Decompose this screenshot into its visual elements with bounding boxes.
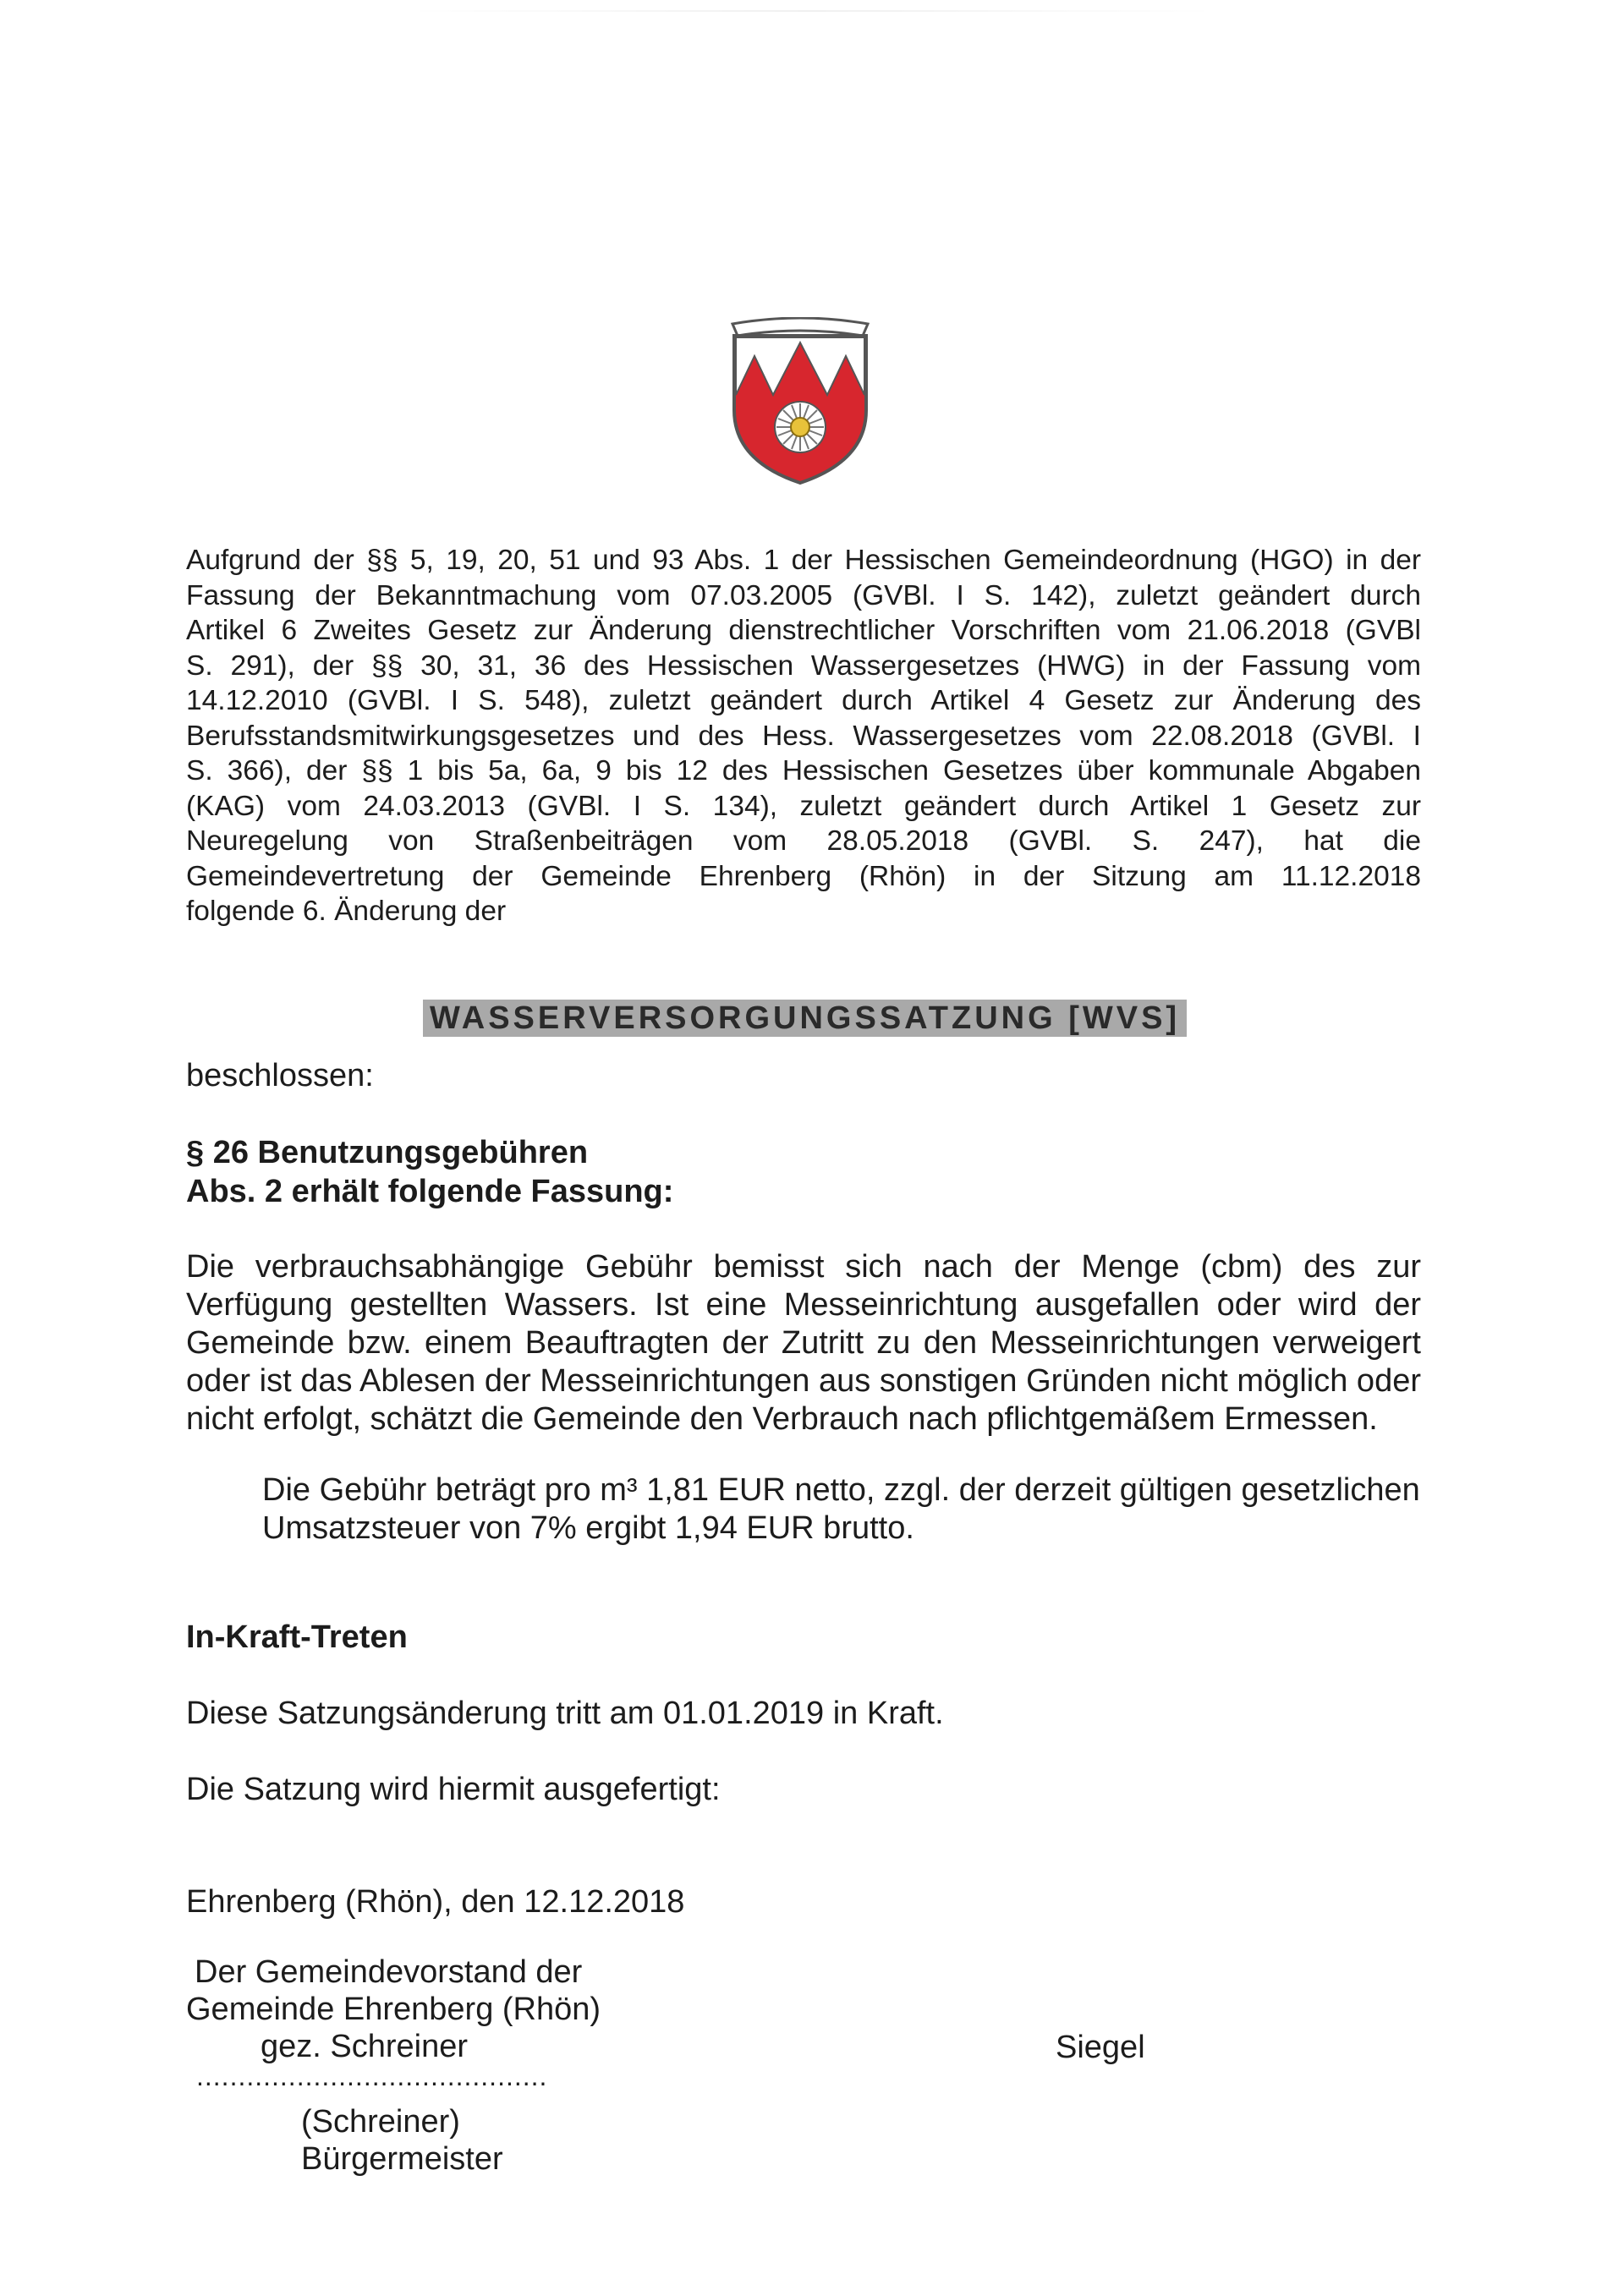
preamble-line: Aufgrund der §§ 5, 19, 20, 51 und 93 Abs. 1 der Hessischen Gemeindeordnung (HGO) in der bbox=[186, 545, 1421, 576]
coat-of-arms-icon bbox=[727, 317, 873, 486]
board-line: Der Gemeindevorstand der bbox=[195, 1954, 583, 1990]
section-subheading: Abs. 2 erhält folgende Fassung: bbox=[186, 1174, 674, 1209]
document-title: WASSERVERSORGUNGSSATZUNG [WVS] bbox=[423, 1000, 1187, 1037]
section-paragraph: Die verbrauchsabhängige Gebühr bemisst sich nach der Menge (cbm) des zur Verfügung gestellten Wassers. Ist eine Messeinrichtung ausgefallen oder wird der Gemeinde bzw. einem Beauftragten der Zutritt zu den Messeinrichtungen verweigert oder ist das Ablesen der Messeinrichtungen aus sonstigen Gründen nicht möglich oder nicht erfolgt, schätzt die Gemeinde den Verbrauch nach pflichtgemäßem Ermessen. bbox=[186, 1249, 1421, 1437]
signature-line: .......................................... bbox=[196, 2061, 548, 2091]
signatory-name: (Schreiner) bbox=[301, 2104, 460, 2140]
preamble bbox=[186, 543, 1421, 929]
preamble-line: S. 366), der §§ 1 bis 5a, 6a, 9 bis 12 des Hessischen Gesetzes über kommunale Abgaben bbox=[186, 755, 1421, 786]
preamble-line: folgende 6. Änderung der bbox=[186, 896, 507, 927]
seal-label: Siegel bbox=[1056, 2030, 1145, 2065]
preamble-line: Berufsstandsmitwirkungsgesetzes und des Hess. Wassergesetzes vom 22.08.2018 (GVBl. I bbox=[186, 720, 1421, 752]
place-date: Ehrenberg (Rhön), den 12.12.2018 bbox=[186, 1884, 685, 1920]
in-force-text: Diese Satzungsänderung tritt am 01.01.2019 in Kraft. bbox=[186, 1696, 944, 1731]
in-force-heading: In-Kraft-Treten bbox=[186, 1619, 408, 1655]
execution-statement: Die Satzung wird hiermit ausgefertigt: bbox=[186, 1772, 721, 1807]
preamble-line: (KAG) vom 24.03.2013 (GVBl. I S. 134), zuletzt geändert durch Artikel 1 Gesetz zur bbox=[186, 790, 1421, 822]
fee-line: Umsatzsteuer von 7% ergibt 1,94 EUR brutto. bbox=[262, 1510, 914, 1546]
board-line: gez. Schreiner bbox=[261, 2029, 469, 2064]
scan-edge bbox=[406, 10, 1218, 12]
preamble-line: S. 291), der §§ 30, 31, 36 des Hessischen Wassergesetzes (HWG) in der Fassung vom bbox=[186, 649, 1421, 682]
board-signature-block bbox=[186, 1954, 601, 2065]
fee-line: Die Gebühr beträgt pro m³ 1,81 EUR netto, zzgl. der derzeit gültigen gesetzlichen bbox=[262, 1472, 1420, 1508]
crown-rim bbox=[732, 318, 868, 336]
signatory bbox=[301, 2103, 503, 2178]
preamble-line: Fassung der Bekanntmachung vom 07.03.2005 (GVBl. I S. 142), zuletzt geändert durch bbox=[186, 579, 1421, 611]
section-heading: § 26 Benutzungsgebühren bbox=[186, 1135, 589, 1170]
signatory-role: Bürgermeister bbox=[301, 2141, 503, 2177]
preamble-line: Gemeindevertretung der Gemeinde Ehrenberg (Rhön) in der Sitzung am 11.12.2018 bbox=[186, 860, 1421, 892]
flower-icon bbox=[775, 402, 826, 452]
resolved-label: beschlossen: bbox=[186, 1058, 374, 1093]
preamble-line: Artikel 6 Zweites Gesetz zur Änderung dienstrechtlicher Vorschriften vom 21.06.2018 (GVBl bbox=[186, 615, 1421, 646]
preamble-line: Neuregelung von Straßenbeiträgen vom 28.05.2018 (GVBl. S. 247), hat die bbox=[186, 825, 1421, 857]
preamble-line: 14.12.2010 (GVBl. I S. 548), zuletzt geändert durch Artikel 4 Gesetz zur Änderung des bbox=[186, 685, 1421, 716]
board-line: Gemeinde Ehrenberg (Rhön) bbox=[186, 1992, 601, 2027]
fee-statement bbox=[262, 1471, 1421, 1548]
